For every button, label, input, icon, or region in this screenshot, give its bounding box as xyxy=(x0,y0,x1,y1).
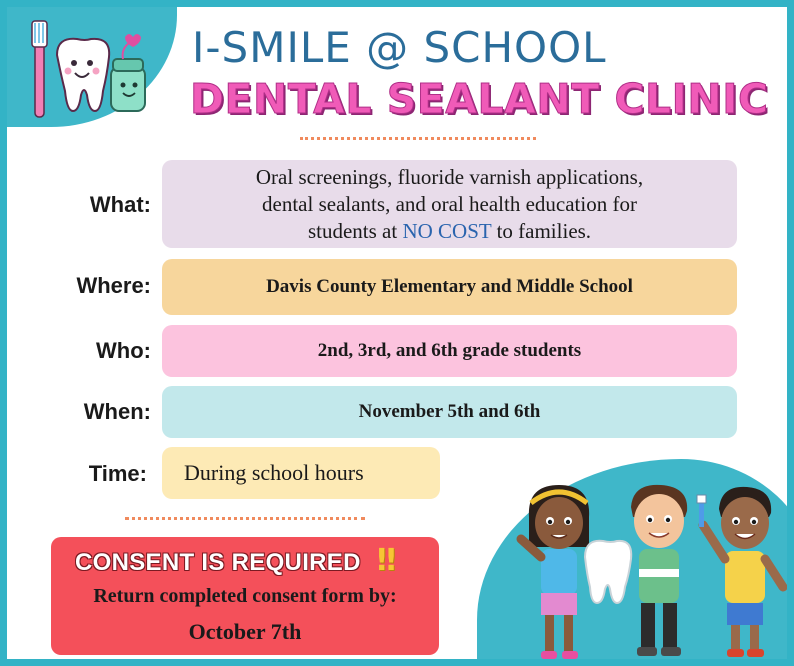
child-girl-icon xyxy=(521,485,589,659)
who-label: Who: xyxy=(96,338,151,363)
where-box xyxy=(162,259,737,315)
what-text-line-3-end: to families. xyxy=(491,218,592,243)
toothbrush-icon xyxy=(32,21,47,117)
child-boy-icon xyxy=(631,485,687,656)
what-text-line-3 xyxy=(256,218,643,245)
what-text xyxy=(256,164,643,245)
tooth-model-icon xyxy=(585,541,631,603)
floss-icon xyxy=(111,34,145,111)
no-cost-highlight: NO COST xyxy=(402,218,492,243)
consent-deadline: October 7th xyxy=(188,619,302,644)
where-text: Davis County Elementary and Middle School xyxy=(266,276,633,297)
time-text: During school hours xyxy=(184,460,364,485)
what-text-line-1: Oral screenings, fluoride varnish applications, xyxy=(255,164,644,189)
what-label: What: xyxy=(89,192,151,217)
who-box xyxy=(162,325,737,377)
title-line-2: DENTAL SEALANT CLINIC xyxy=(190,75,769,123)
children-illustration xyxy=(507,477,792,666)
consent-instructions: Return completed consent form by: xyxy=(93,585,397,607)
what-box xyxy=(162,160,737,248)
child-boy-toothbrush-icon xyxy=(697,487,783,657)
when-text: November 5th and 6th xyxy=(358,401,541,422)
dotted-divider-bottom xyxy=(125,517,365,520)
dental-mascots-art xyxy=(11,13,161,123)
consent-title: CONSENT IS REQUIRED xyxy=(75,549,361,576)
time-label: Time: xyxy=(88,461,147,486)
exclamation-icon: ‼ xyxy=(377,543,396,578)
title-line-1: I-SMILE @ SCHOOL xyxy=(192,23,607,72)
what-text-line-3-start: students at xyxy=(307,218,403,243)
when-label: When: xyxy=(83,399,151,424)
tooth-character-icon xyxy=(57,39,109,111)
where-label: Where: xyxy=(76,273,151,298)
dotted-divider-top xyxy=(300,137,536,140)
time-box xyxy=(162,447,440,499)
consent-box xyxy=(51,537,439,655)
what-text-line-2: dental sealants, and oral health education for xyxy=(262,191,637,216)
who-text: 2nd, 3rd, and 6th grade students xyxy=(317,340,582,361)
when-box xyxy=(162,386,737,438)
